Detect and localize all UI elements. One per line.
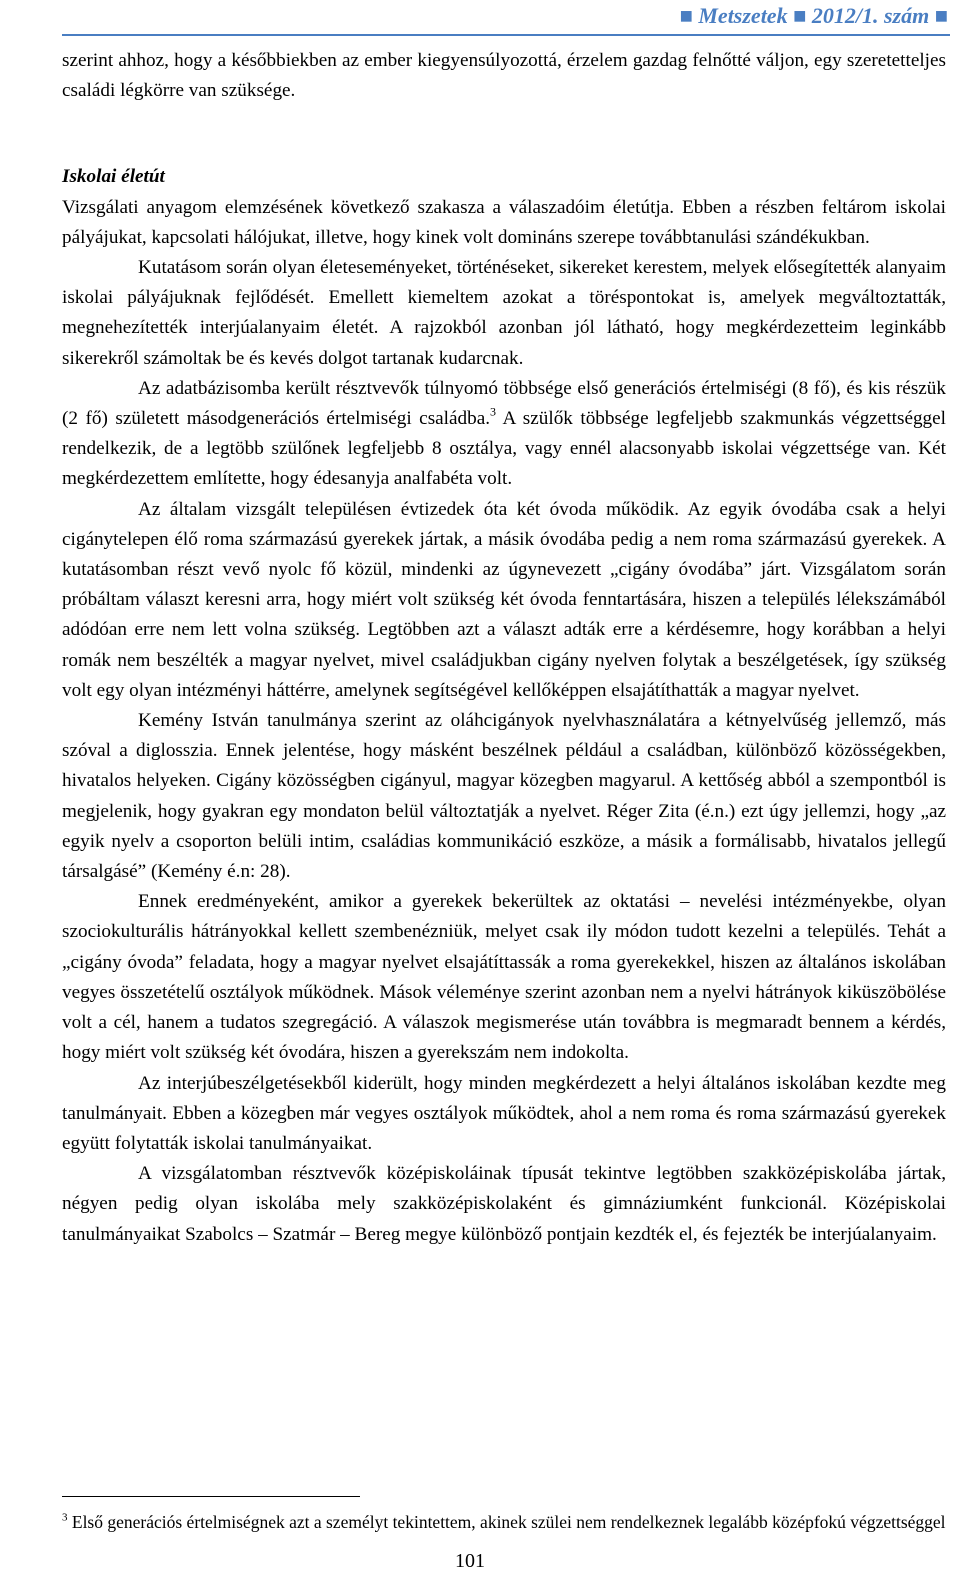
footnote-text: Első generációs értelmiségnek azt a személyt tekintettem, akinek szülei nem rendelkeznek legalább középfokú végzettséggel [71, 1512, 946, 1532]
paragraph: Kutatásom során olyan életeseményeket, történéseket, sikereket kerestem, melyek elősegítették alanyaim iskolai pályájuknak fejlődését. Emellett kiemeltem azokat a töréspontokat is, amelyek megváltoztatták, megnehezítették interjúalanyaim életét. A rajzokból azonban jól látható, hogy megkérdezetteim leginkább sikerekről számoltak be és kevés dolgot tartanak kudarcnak. [62, 257, 946, 369]
footnote-ref: 3 [490, 404, 497, 419]
paragraph: Az általam vizsgált településen évtizedek óta két óvoda működik. Az egyik óvodába csak a helyi cigánytelepen élő roma származású gyerekek jártak, a másik óvodába pedig a nem roma származású gyerekek. A kutatásomban részt vevő nyolc fő közül, mindenki az úgynevezett „cigány óvodába” járt. Vizsgálatom során próbáltam választ keresni arra, hogy miért volt szükség két óvoda fenntartására, hiszen a település lélekszámából adódóan erre nem lett volna szükség. Legtöbben azt a választ adták erre a kérdésemre, hogy korábban a helyi romák nem beszélték a magyar nyelvet, mivel családjukban cigány nyelven folytak a beszélgetések, így szükség volt egy olyan intézményi háttérre, amelynek segítségével kellőképpen elsajátíthatták a magyar nyelvet. [62, 498, 946, 701]
main-text [62, 46, 946, 1250]
paragraph-text: A szülők többsége legfeljebb szakmunkás végzettséggel rendelkezik, de a legtöbb szülőnek legfeljebb 8 osztálya, vagy ennél alacsonyabb iskolai végzettsége van. Két megkérdezettem említette, hogy édesanyja analfabéta volt. [62, 408, 947, 490]
journal-title: ■ Metszetek ■ 2012/1. szám ■ [679, 3, 948, 28]
paragraph: Ennek eredményeként, amikor a gyerekek bekerültek az oktatási – nevelési intézményekbe, olyan szociokulturális hátrányokkal kellett szembenézniük, melyet csak ily módon tudott kezelni a település. Tehát a „cigány óvoda” feladata, hogy a magyar nyelvet elsajátíttassák a roma gyerekekkel, hiszen az általános iskolában vegyes összetételű osztályok működnek. Mások véleménye szerint azonban nem a nyelvi hátrányok kiküszöbölése volt a cél, hanem a tudatos szegregáció. A válaszok megismerése után továbbra is megmaradt bennem a kérdés, hogy miért volt szükség két óvodára, hiszen a gyerekszám nem indokolta. [62, 891, 946, 1064]
paragraph-continued: szerint ahhoz, hogy a későbbiekben az ember kiegyensúlyozottá, érzelem gazdag felnőtté váljon, egy szeretetteljes családi légkörre van szüksége. [62, 50, 946, 102]
header-rule [62, 34, 950, 36]
footnote-rule [62, 1496, 360, 1497]
footnote [62, 1509, 946, 1535]
section-heading: Iskolai életút [62, 166, 165, 188]
paragraph: A vizsgálatomban résztvevők középiskoláinak típusát tekintve legtöbben szakközépiskolába jártak, négyen pedig olyan iskolába mely szakközépiskolaként és gimnáziumként funkcionál. Középiskolai tanulmányaikat Szabolcs – Szatmár – Bereg megye különböző pontjain kezdték el, és fejezték be interjúalanyaim. [62, 1163, 946, 1245]
paragraph: Kemény István tanulmánya szerint az oláhcigányok nyelvhasználatára a kétnyelvűség jellemző, más szóval a diglosszia. Ennek jelentése, hogy másként beszélnek például a családban, különböző közösségekben, hivatalos helyeken. Cigány közösségben cigányul, magyar közegben magyarul. A kettőség abból a szempontból is megjelenik, hogy gyakran egy mondaton belül változtatják a nyelvet. Réger Zita (é.n.) ezt úgy jellemzi, hogy „az egyik nyelv a csoporton belüli intim, családias kommunikáció eszköze, a másik a formálisabb, hivatalos jellegű társalgásé” (Kemény é.n: 28). [62, 710, 946, 883]
page-number: 101 [455, 1550, 485, 1572]
running-header [0, 0, 960, 34]
paragraph-text: Az adatbázisomba került résztvevők túlnyomó többsége első generációs értelmiségi (8 fő), és kis részük (2 fő) született másodgenerációs értelmiségi családba. [62, 377, 946, 430]
paragraph: Vizsgálati anyagom elemzésének következő szakasza a válaszadóim életútja. Ebben a részben feltárom iskolai pályájukat, kapcsolati hálójukat, illetve, hogy kinek volt domináns szerepe továbbtanulási szándékukban. [62, 196, 946, 248]
footnote-number: 3 [62, 1511, 68, 1524]
paragraph [62, 374, 946, 495]
paragraph: Az interjúbeszélgetésekből kiderült, hogy minden megkérdezett a helyi általános iskolában kezdte meg tanulmányait. Ebben a közegben már vegyes osztályok működtek, ahol a nem roma és roma származású gyerekek együtt folytatták iskolai tanulmányaikat. [62, 1072, 946, 1154]
